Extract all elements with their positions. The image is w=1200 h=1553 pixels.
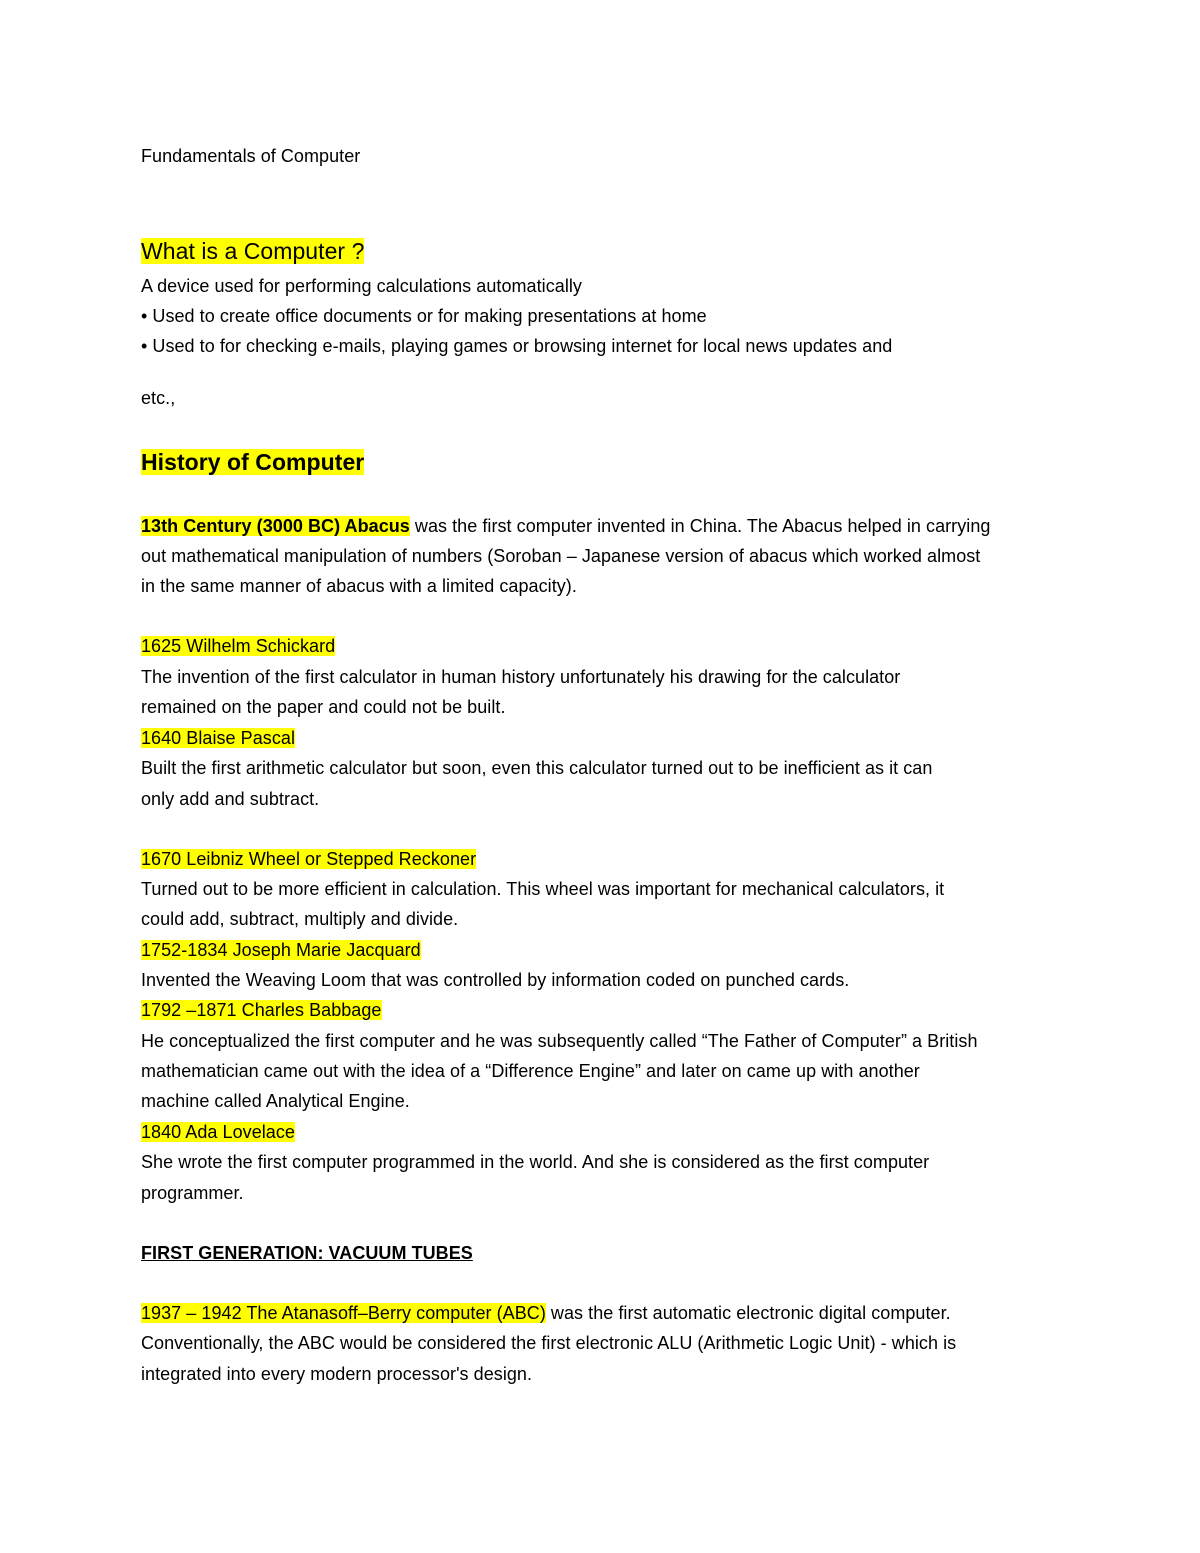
jacquard-label-line bbox=[141, 938, 421, 962]
abc-line-2: Conventionally, the ABC would be considered the first electronic ALU (Arithmetic Logic Unit) - which is bbox=[141, 1333, 957, 1353]
pascal-label-line bbox=[141, 726, 295, 750]
heading-history-of-computer-text: History of Computer bbox=[141, 449, 365, 475]
leibniz-line-1: Turned out to be more efficient in calculation. This wheel was important for mechanical calculators, it bbox=[141, 879, 945, 899]
abacus-line-2: out mathematical manipulation of numbers (Soroban – Japanese version of abacus which worked almost bbox=[141, 546, 981, 566]
pascal-label: 1640 Blaise Pascal bbox=[141, 728, 295, 748]
pascal-line-1: Built the first arithmetic calculator but soon, even this calculator turned out to be inefficient as it can bbox=[141, 758, 933, 778]
leibniz-label: 1670 Leibniz Wheel or Stepped Reckoner bbox=[141, 849, 477, 869]
babbage-line-3: machine called Analytical Engine. bbox=[141, 1091, 410, 1111]
abc-label: 1937 – 1942 The Atanasoff–Berry computer (ABC) bbox=[141, 1303, 546, 1323]
lovelace-label-line bbox=[141, 1120, 295, 1144]
schickard-label-line bbox=[141, 634, 335, 658]
heading-first-generation: FIRST GENERATION: VACUUM TUBES bbox=[141, 1243, 473, 1263]
leibniz-label-line bbox=[141, 847, 476, 871]
babbage-line-1: He conceptualized the first computer and he was subsequently called “The Father of Computer” a British bbox=[141, 1031, 978, 1051]
abc-line-3: integrated into every modern processor's design. bbox=[141, 1364, 533, 1384]
bullet-emails-games: • Used to for checking e-mails, playing games or browsing internet for local news updates and bbox=[141, 336, 893, 356]
definition-line: A device used for performing calculations automatically bbox=[141, 276, 582, 296]
abc-line-1-text: was the first automatic electronic digital computer. bbox=[545, 1303, 951, 1323]
jacquard-line-1: Invented the Weaving Loom that was controlled by information coded on punched cards. bbox=[141, 970, 850, 990]
jacquard-label: 1752-1834 Joseph Marie Jacquard bbox=[141, 940, 421, 960]
babbage-label-line bbox=[141, 998, 382, 1022]
schickard-line-1: The invention of the first calculator in human history unfortunately his drawing for the calculator bbox=[141, 667, 901, 687]
schickard-label: 1625 Wilhelm Schickard bbox=[141, 636, 336, 656]
bullet-trailing-etc: etc., bbox=[141, 388, 176, 408]
heading-what-is-computer bbox=[141, 236, 364, 266]
abacus-line-3: in the same manner of abacus with a limited capacity). bbox=[141, 576, 577, 596]
lovelace-label: 1840 Ada Lovelace bbox=[141, 1122, 295, 1142]
heading-what-is-computer-text: What is a Computer ? bbox=[141, 238, 365, 264]
babbage-label: 1792 –1871 Charles Babbage bbox=[141, 1000, 382, 1020]
babbage-line-2: mathematician came out with the idea of a “Difference Engine” and later on came up with another bbox=[141, 1061, 920, 1081]
document-title: Fundamentals of Computer bbox=[141, 146, 361, 166]
abacus-line-1 bbox=[141, 514, 990, 538]
heading-history-of-computer bbox=[141, 447, 364, 477]
schickard-line-2: remained on the paper and could not be built. bbox=[141, 697, 506, 717]
pascal-line-2: only add and subtract. bbox=[141, 789, 320, 809]
bullet-office-documents: • Used to create office documents or for making presentations at home bbox=[141, 306, 707, 326]
abacus-label: 13th Century (3000 BC) Abacus bbox=[141, 516, 410, 536]
lovelace-line-2: programmer. bbox=[141, 1183, 244, 1203]
abacus-line-1-text: was the first computer invented in China. The Abacus helped in carrying bbox=[409, 516, 991, 536]
lovelace-line-1: She wrote the first computer programmed in the world. And she is considered as the first computer bbox=[141, 1152, 930, 1172]
leibniz-line-2: could add, subtract, multiply and divide. bbox=[141, 909, 459, 929]
abc-line-1 bbox=[141, 1301, 951, 1325]
